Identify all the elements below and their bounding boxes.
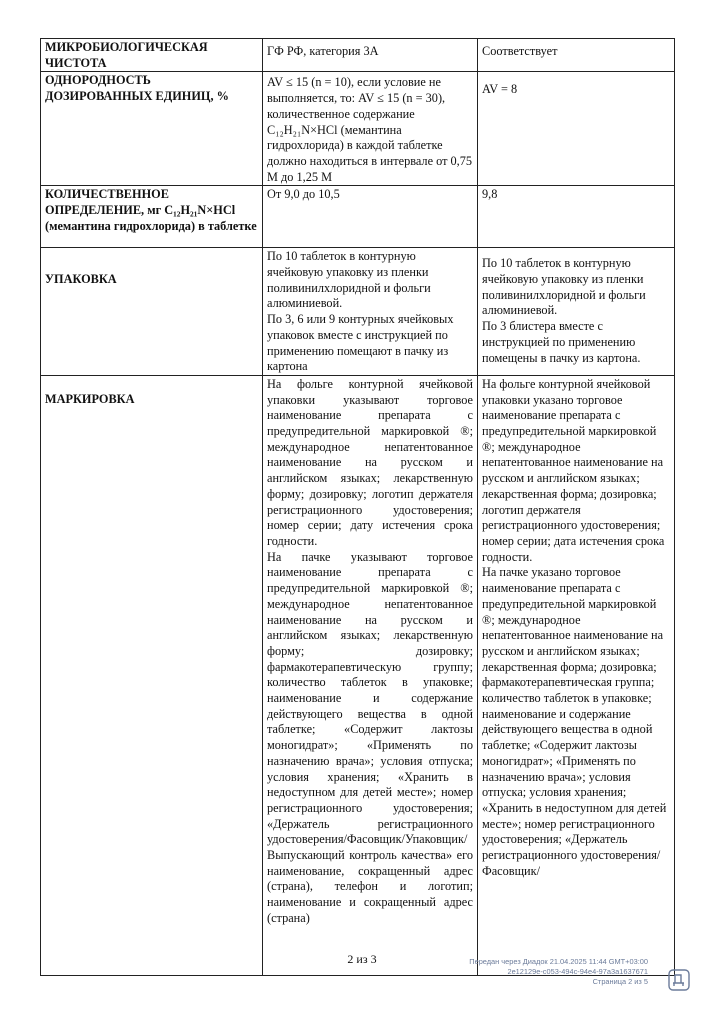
diadoc-logo-icon	[667, 968, 691, 992]
parameter-name: УПАКОВКА	[41, 248, 263, 376]
norm-cell: От 9,0 до 10,5	[263, 186, 478, 248]
table-row	[41, 72, 675, 186]
result-cell	[478, 375, 675, 975]
page-number: 2 из 3	[347, 952, 377, 966]
table-row	[41, 186, 675, 248]
norm-foil-text: На фольге контурной ячейковой упаковки указывают торговое наименование препарата с предупредительной маркировкой ®; международное непатентованное наименование на русском и английском языках; лекарственную форму; дозировку; логотип держателя регистрационного удостоверения; номер серии; дату истечения срока годности.	[267, 376, 473, 548]
parameter-name: ОДНОРОДНОСТЬ ДОЗИРОВАННЫХ ЕДИНИЦ, %	[41, 72, 263, 186]
stamp-page-line: Страница 2 из 5	[592, 977, 648, 986]
norm-cell: ГФ РФ, категория 3А	[263, 39, 478, 72]
table-row	[41, 375, 675, 975]
stamp-transfer-line: Передан через Диадок 21.04.2025 11:44 GMT+03:00	[469, 957, 648, 966]
stamp-document-id: 2e12129e-c053-494c-94e4-97a3a1637671	[507, 967, 648, 976]
norm-cell	[263, 375, 478, 975]
result-cell: По 10 таблеток в контурную ячейковую упаковку из пленки поливинилхлоридной и фольги алюминиевой. По 3 блистера вместе с инструкцией по применению помещены в пачку из картона.	[478, 248, 675, 376]
norm-cell: По 10 таблеток в контурную ячейковую упаковку из пленки поливинилхлоридной и фольги алюминиевой. По 3, 6 или 9 контурных ячейковых упаковок вместе с инструкцией по применению помещают в пачку из картона	[263, 248, 478, 376]
result-cell: AV = 8	[478, 72, 675, 186]
table-row	[41, 39, 675, 72]
result-cell: 9,8	[478, 186, 675, 248]
parameter-name: КОЛИЧЕСТВЕННОЕ ОПРЕДЕЛЕНИЕ, мг C₁₂H₂₁N×HCl (мемантина гидрохлорида) в таблетке	[41, 186, 263, 248]
table-row	[41, 248, 675, 376]
parameter-name: МИКРОБИОЛОГИЧЕСКАЯ ЧИСТОТА	[41, 39, 263, 72]
edo-stamp	[469, 957, 648, 987]
result-foil-text: На фольге контурной ячейковой упаковки указано торговое наименование препарата с предупредительной маркировкой ®; международное непатентованное наименование на русском и английском языках; лекарственная форма; дозировка; логотип держателя регистрационного удостоверения; номер серии; дата истечения срока годности.	[482, 376, 665, 564]
result-carton-text: На пачке указано торговое наименование препарата с предупредительной маркировкой ®; международное непатентованное наименование на русском и английском языках; лекарственная форма; дозировка; фармакотерапевтическая группа; количество таблеток в упаковке; наименование и содержание действующего вещества в одной таблетке; «Содержит лактозы моногидрат»; «Применять по назначению врача»; условия отпуска; условия хранения; «Хранить в недоступном для детей месте»; номер регистрационного удостоверения; «Держатель регистрационного удостоверения/Фасовщик/	[482, 565, 667, 878]
result-cell: Соответствует	[478, 39, 675, 72]
norm-carton-text: На пачке указывают торговое наименование препарата с предупредительной маркировкой ®; международное непатентованное наименование на русском и английском языках; лекарственную форму; дозировку; фармакотерапевтическую группу; количество таблеток в упаковке; наименование и содержание действующего вещества в одной таблетке; «Содержит лактозы моногидрат»; «Применять по назначению врача»; условия отпуска; условия хранения; «Хранить в недоступном для детей месте»; номер регистрационного удостоверения; «Держатель регистрационного удостоверения/Фасовщик/Упаковщик/Выпускающий контроль качества» его наименование, сокращенный адрес (страна), телефон и логотип; наименование и сокращенный адрес (страна)	[267, 549, 473, 925]
norm-cell: AV ≤ 15 (n = 10), если условие не выполняется, то: AV ≤ 15 (n = 30), количественное содержание C₁₂H₂₁N×HCl (мемантина гидрохлорида) в каждой таблетке должно находиться в интервале от 0,75 М до 1,25 М	[263, 72, 478, 186]
specification-table	[40, 38, 675, 976]
parameter-name: МАРКИРОВКА	[41, 375, 263, 975]
